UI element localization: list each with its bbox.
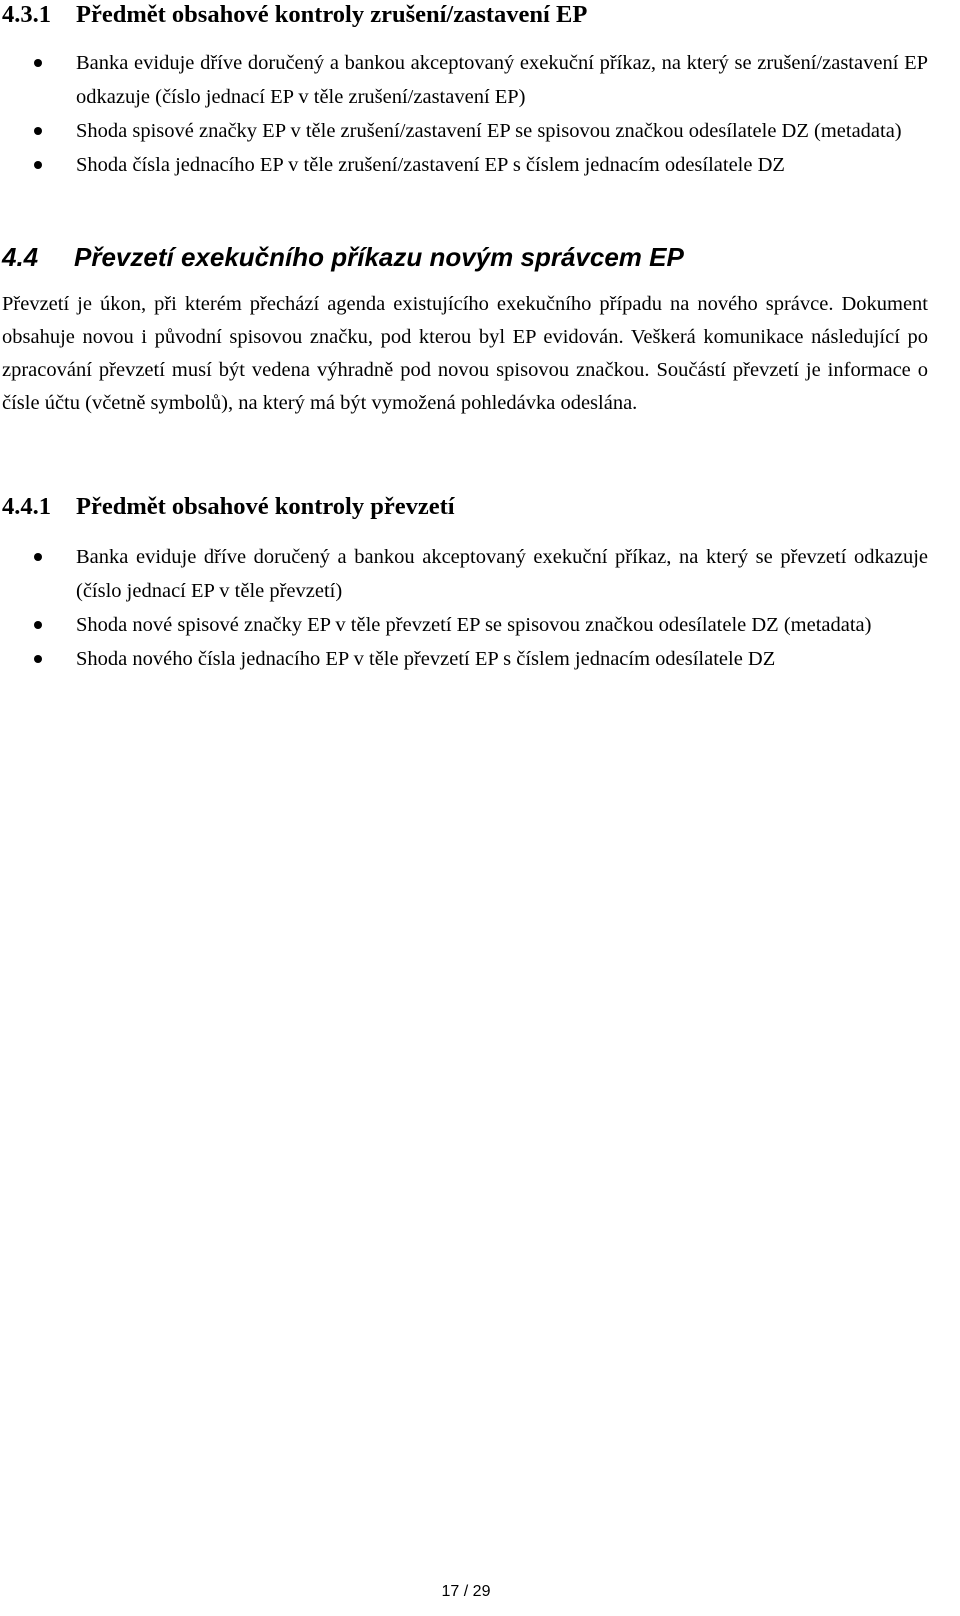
bullet-icon <box>34 161 42 169</box>
list-item-text: Shoda nového čísla jednacího EP v těle převzetí EP s číslem jednacím odesílatele DZ <box>76 648 776 670</box>
heading-title: Předmět obsahové kontroly zrušení/zastavení EP <box>76 1 588 28</box>
list-item <box>0 540 958 608</box>
bullet-icon <box>34 127 42 135</box>
heading-number: 4.4 <box>2 242 39 272</box>
paragraph-4-4: Převzetí je úkon, při kterém přechází agenda existujícího exekučního případu na nového správce. Dokument obsahuje novou i původní spisovou značku, pod kterou byl EP evidován. Veškerá komunikace následující po zpracování převzetí musí být vedena výhradně pod novou spisovou značkou. Součástí převzetí je informace o čísle účtu (včetně symbolů), na který má být vymožená pohledávka odeslána. <box>2 293 928 414</box>
heading-number: 4.3.1 <box>2 1 51 28</box>
list-item-text: Shoda nové spisové značky EP v těle převzetí EP se spisovou značkou odesílatele DZ (metadata) <box>76 614 872 636</box>
list-item <box>0 114 958 148</box>
heading-4-4 <box>2 240 684 274</box>
heading-title: Převzetí exekučního příkazu novým správcem EP <box>74 242 684 272</box>
list-item <box>0 608 958 642</box>
page-number: 17 / 29 <box>441 1583 491 1600</box>
heading-4-3-1 <box>2 0 587 32</box>
list-item-text: Shoda spisové značky EP v těle zrušení/zastavení EP se spisovou značkou odesílatele DZ (metadata) <box>76 120 902 142</box>
bullet-icon <box>34 655 42 663</box>
heading-number: 4.4.1 <box>2 493 51 520</box>
list-item <box>0 148 958 182</box>
bullet-list-4-3-1 <box>0 46 958 182</box>
list-item <box>0 46 958 114</box>
bullet-icon <box>34 621 42 629</box>
heading-title: Předmět obsahové kontroly převzetí <box>76 493 455 520</box>
bullet-icon <box>34 553 42 561</box>
list-item-text: Shoda čísla jednacího EP v těle zrušení/zastavení EP s číslem jednacím odesílatele DZ <box>76 154 785 176</box>
bullet-list-4-4-1 <box>0 540 958 676</box>
list-item-text: Banka eviduje dříve doručený a bankou akceptovaný exekuční příkaz, na který se převzetí odkazuje (číslo jednací EP v těle převzetí) <box>76 546 928 602</box>
bullet-icon <box>34 59 42 67</box>
heading-4-4-1 <box>2 490 455 524</box>
list-item <box>0 642 958 676</box>
list-item-text: Banka eviduje dříve doručený a bankou akceptovaný exekuční příkaz, na který se zrušení/zastavení EP odkazuje (číslo jednací EP v těle zrušení/zastavení EP) <box>76 52 928 108</box>
